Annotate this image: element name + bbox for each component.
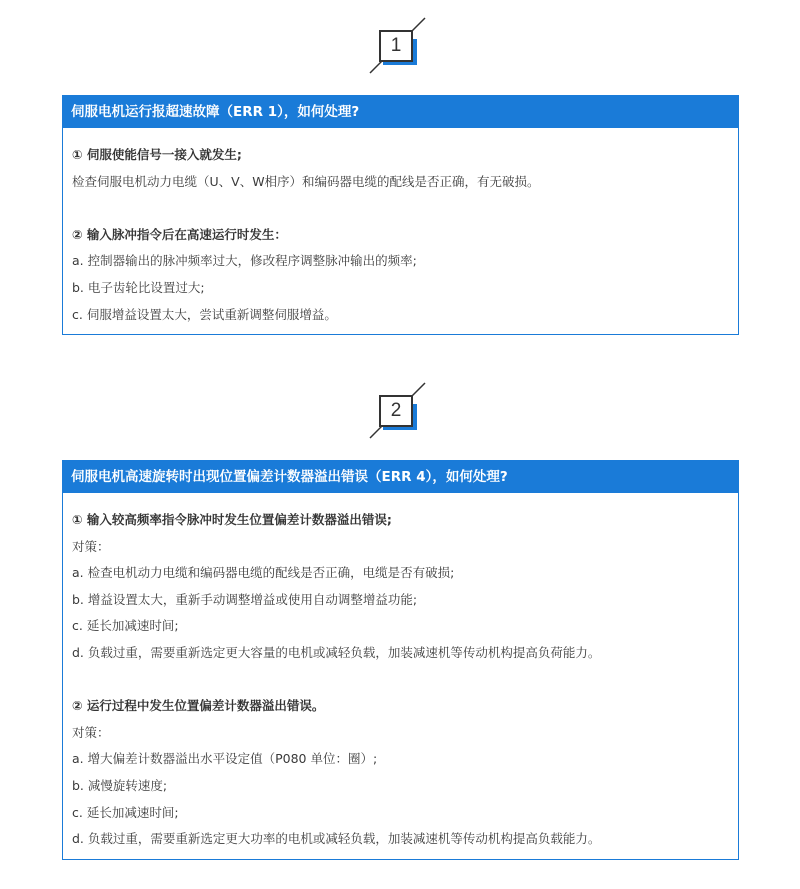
- answer-line: 对策：: [72, 724, 110, 740]
- spacer: [72, 667, 730, 694]
- answer-line: c. 延长加减速时间;: [72, 804, 179, 820]
- answer-subheading: ① 伺服使能信号一接入就发生;: [72, 147, 242, 162]
- section-1-number-badge: [370, 18, 426, 74]
- answer-line: 对策：: [72, 538, 110, 554]
- spacer: [72, 195, 730, 222]
- answer-line: d. 负载过重，需要重新选定更大功率的电机或减轻负载，加装减速机等传动机构提高负载能力。: [72, 831, 601, 847]
- answer-line: a. 检查电机动力电缆和编码器电缆的配线是否正确，电缆是否有破损;: [72, 565, 455, 581]
- faq-question-title: 伺服电机高速旋转时出现位置偏差计数器溢出错误（ERR 4），如何处理?: [63, 461, 738, 493]
- answer-line: 检查伺服电机动力电缆（U、V、W相序）和编码器电缆的配线是否正确，有无破损。: [72, 173, 540, 189]
- answer-line: b. 减慢旋转速度;: [72, 777, 168, 793]
- answer-subheading: ② 运行过程中发生位置偏差计数器溢出错误。: [72, 698, 325, 714]
- answer-line: c. 伺服增益设置太大，尝试重新调整伺服增益。: [72, 306, 337, 322]
- faq-card-2: [62, 460, 739, 860]
- faq-question-title: 伺服电机运行报超速故障（ERR 1），如何处理?: [63, 96, 738, 128]
- answer-line: b. 增益设置太大，重新手动调整增益或使用自动调整增益功能;: [72, 591, 418, 607]
- answer-line: b. 电子齿轮比设置过大;: [72, 279, 205, 295]
- answer-line: a. 控制器输出的脉冲频率过大，修改程序调整脉冲输出的频率;: [72, 253, 417, 269]
- faq-answer-body: [63, 493, 738, 859]
- faq-answer-body: [63, 128, 738, 334]
- answer-line: d. 负载过重，需要重新选定更大容量的电机或减轻负载，加装减速机等传动机构提高负荷能力。: [72, 644, 601, 660]
- answer-line: c. 延长加减速时间;: [72, 618, 179, 634]
- faq-card-1: [62, 95, 739, 335]
- answer-subheading: ① 输入较高频率指令脉冲时发生位置偏差计数器溢出错误;: [72, 512, 392, 527]
- section-2-number-badge: [370, 383, 426, 439]
- answer-subheading: ② 输入脉冲指令后在高速运行时发生：: [72, 226, 287, 242]
- section-number: 1: [379, 30, 413, 62]
- section-number: 2: [379, 395, 413, 427]
- answer-line: a. 增大偏差计数器溢出水平设定值（P080 单位：圈）;: [72, 751, 378, 767]
